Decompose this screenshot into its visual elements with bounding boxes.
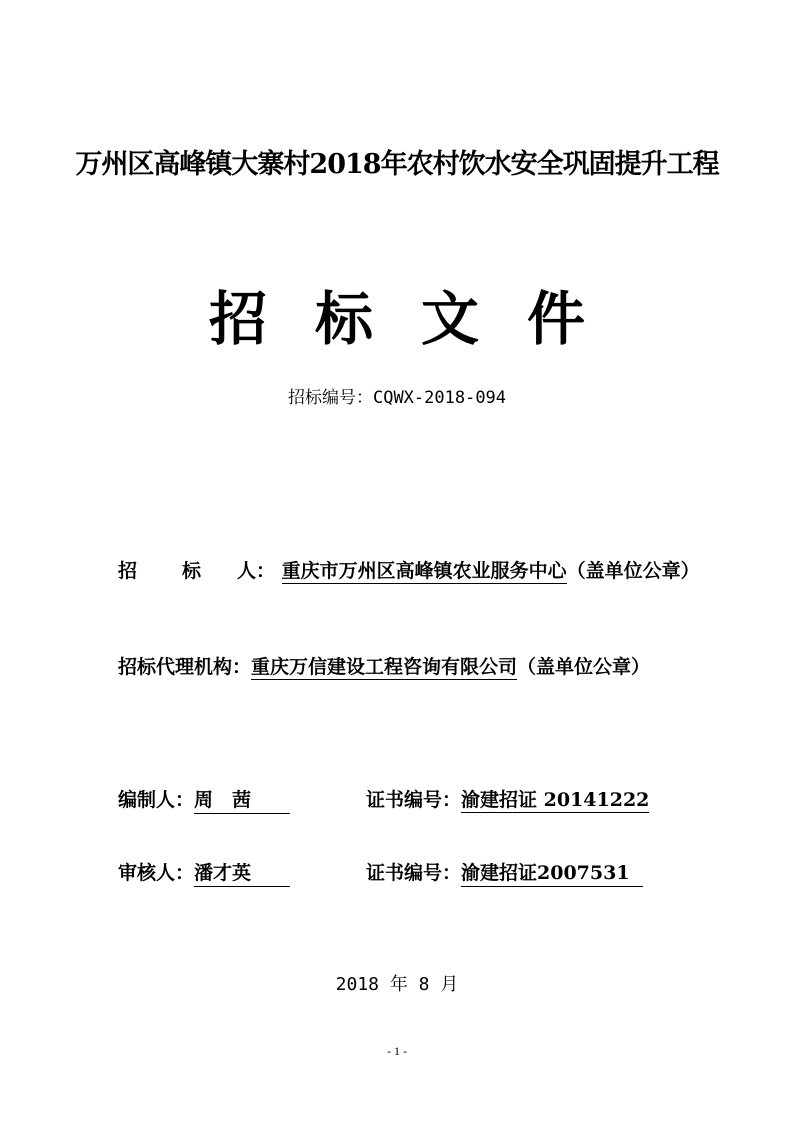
- agency-value: 重庆万信建设工程咨询有限公司: [251, 656, 518, 678]
- reviewer-name: 潘才英: [194, 858, 290, 887]
- compiler-cert-value: 渝建招证 20141222: [461, 789, 650, 811]
- reviewer-cert-row: [366, 858, 643, 887]
- document-title-char: 件: [527, 285, 586, 353]
- compiler-name: 周 茜: [194, 785, 290, 814]
- tenderer-row: [118, 556, 700, 583]
- document-title: [0, 272, 794, 356]
- page-number: - 1 -: [387, 1044, 407, 1058]
- document-title-char: 标: [314, 285, 373, 353]
- project-title: 万州区高峰镇大寨村2018年农村饮水安全巩固提升工程: [75, 149, 719, 180]
- reviewer-row: [118, 858, 290, 887]
- document-date: 2018 年 8 月: [335, 974, 459, 995]
- compiler-row: [118, 785, 290, 814]
- document-title-char: 招: [208, 285, 267, 353]
- reviewer-cert-label: 证书编号：: [366, 862, 462, 884]
- reviewer-cert-value: 渝建招证2007531: [461, 858, 643, 887]
- reviewer-label: 审核人：: [118, 862, 195, 884]
- compiler-cert-row: [366, 785, 649, 812]
- tenderer-label-char: 人：: [237, 560, 276, 582]
- agency-label: 招标代理机构：: [118, 656, 252, 678]
- tenderer-value: 重庆市万州区高峰镇农业服务中心: [281, 560, 567, 582]
- tenderer-label: [118, 560, 282, 582]
- document-title-char: 文: [421, 285, 480, 353]
- compiler-label: 编制人：: [118, 789, 195, 811]
- agency-row: [118, 652, 650, 679]
- tender-number: 招标编号：CQWX-2018-094: [287, 388, 507, 408]
- tenderer-seal-note: （盖单位公章）: [566, 560, 700, 582]
- tenderer-label-char: 招: [118, 560, 138, 582]
- tenderer-label-char: 标: [182, 560, 202, 582]
- agency-seal-note: （盖单位公章）: [517, 656, 651, 678]
- compiler-cert-label: 证书编号：: [366, 789, 462, 811]
